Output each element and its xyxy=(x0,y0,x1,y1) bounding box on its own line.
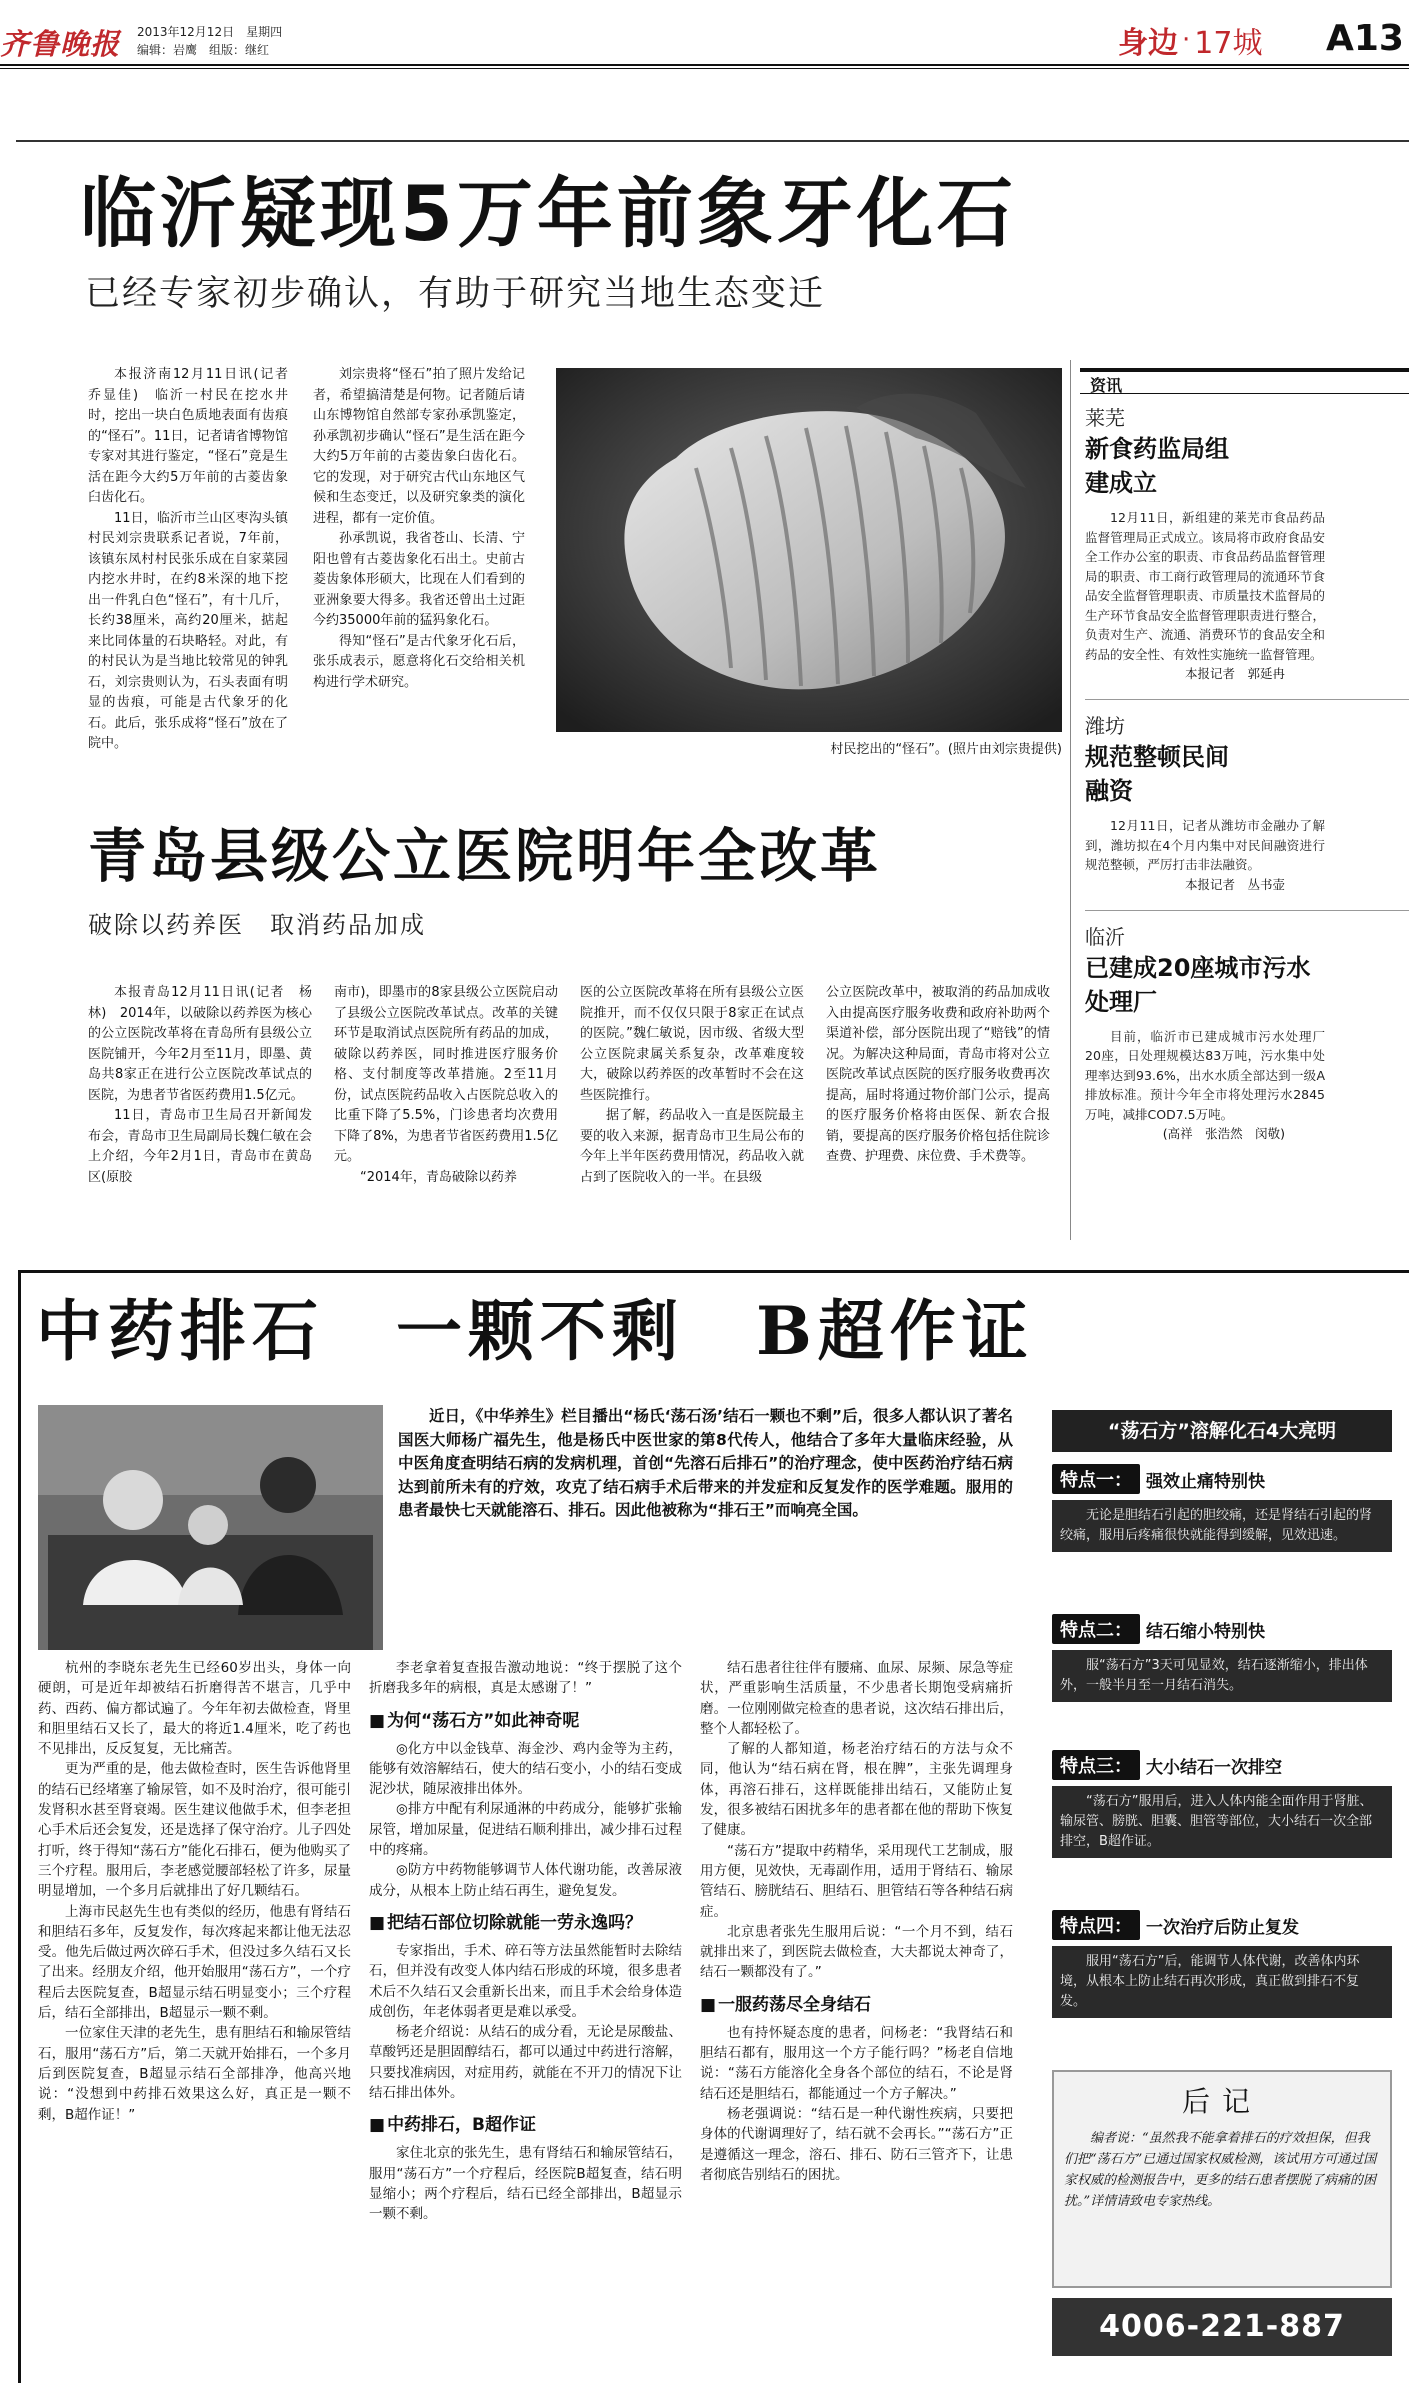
editor-credits: 编辑：岩鹰 组版：继红 xyxy=(137,43,270,57)
paragraph: 专家指出，手术、碎石等方法虽然能暂时去除结石，但并没有改变人体内结石形成的环境，很多患者术后不久结石又会重新长出来，而且手术会给身体造成创伤，年老体弱者更是难以承受。 xyxy=(369,1942,682,2020)
paragraph: 杨老强调说：“结石是一种代谢性疾病，只要把身体的代谢调理好了，结石就不会再长。”“荡石方”正是遵循这一理念，溶石、排石、防石三管齐下，让患者彻底告别结石的困扰。 xyxy=(700,2105,1013,2183)
ad-photo xyxy=(38,1405,383,1650)
sidebar-separator xyxy=(1085,910,1409,911)
paragraph: ◎化方中以金钱草、海金沙、鸡内金等为主药，能够有效溶解结石，使大的结石变小，小的结石变成泥沙状，随尿液排出体外。 xyxy=(369,1740,682,1798)
paragraph: 杭州的李晓东老先生已经60岁出头，身体一向硬朗，可是近年却被结石折磨得苦不堪言，几乎中药、西药、偏方都试遍了。今年年初去做检查，肾里和胆里结石又长了，最大的将近1.4厘米，吃了药也不见排出，反反复复，无比痛苦。 xyxy=(38,1660,351,1758)
paragraph: ◎排方中配有利尿通淋的中药成分，能够扩张输尿管，增加尿量，促进结石顺利排出，减少排石过程中的疼痛。 xyxy=(369,1801,682,1859)
page-number: A13 xyxy=(1326,18,1404,59)
feature-title: 大小结石一次排空 xyxy=(1146,1757,1282,1778)
paragraph: 孙承凯说，我省苍山、长清、宁阳也曾有古菱齿象化石出土。史前古菱齿象体形硕大，比现在人们看到的亚洲象要大得多。我省还曾出土过距今约35000年前的猛犸象化石。 xyxy=(313,531,525,628)
ad-body xyxy=(38,1658,1013,2225)
article1-headline: 临沂疑现5万年前象牙化石 xyxy=(80,169,1017,258)
photo-caption: 村民挖出的“怪石”。(照片由刘宗贵提供) xyxy=(830,742,1062,757)
ad-feature-1 xyxy=(1052,1464,1392,1552)
afterword-title: 后记 xyxy=(1181,2085,1262,2118)
sidebar-item-title: 规范整顿民间融资 xyxy=(1085,743,1229,805)
fossil-photo xyxy=(556,368,1062,732)
feature-body: 无论是胆结石引起的胆绞痛，还是肾结石引起的肾绞痛，服用后疼痛很快就能得到缓解，见效迅速。 xyxy=(1052,1500,1392,1552)
paragraph: 结石患者往往伴有腰痛、血尿、尿频、尿急等症状，严重影响生活质量，不少患者长期饱受病痛折磨。一位刚刚做完检查的患者说，这次结石排出后，整个人都轻松了。 xyxy=(700,1660,1013,1737)
paragraph: 上海市民赵先生也有类似的经历，他患有肾结石和胆结石多年，反复发作，每次疼起来都让他无法忍受。他先后做过两次碎石手术，但没过多久结石又长了出来。经朋友介绍，他开始服用“荡石方”，一个疗程后去医院复查，B超显示结石明显变小；三个疗程后，结石全部排出，B超显示一颗不剩。 xyxy=(38,1903,351,2022)
feature-title: 结石缩小特别快 xyxy=(1146,1621,1265,1642)
newspaper-logo: 齐鲁晚报 xyxy=(0,27,121,61)
issue-date: 2013年12月12日 星期四 xyxy=(137,25,283,39)
sidebar-item-body: 12月11日，新组建的莱芜市食品药品监督管理局正式成立。该局将市政府食品安全工作办公室的职责、市食品药品监督管理局的职责、市工商行政管理局的流通环节食品安全监督管理职责、市质量技术监督局的生产环节食品安全监督管理职责进行整合，负责对生产、流通、消费环节的食品安全和药品的安全性、有效性实施统一监督管理。 xyxy=(1085,510,1325,662)
paragraph: 一位家住天津的老先生，患有胆结石和输尿管结石，服用“荡石方”后，第二天就开始排石，一个多月后到医院复查，B超显示结石全部排净，他高兴地说：“没想到中药排石效果这么好，真正是一颗不剩，B超作证！” xyxy=(38,2025,351,2123)
paragraph: 11日，青岛市卫生局召开新闻发布会，青岛市卫生局副局长魏仁敏在会上介绍，今年2月1日，青岛市在黄岛区(原胶 xyxy=(88,1108,312,1185)
ad-section-heading: ■ 一服药荡尽全身结石 xyxy=(700,1991,1013,2019)
ad-headline: 中药排石 一颗不剩 B超作证 xyxy=(36,1292,1034,1370)
fossil-photo-image xyxy=(556,368,1062,732)
sidebar-item-byline: (高祥 张浩然 闵敬) xyxy=(1162,1126,1285,1141)
sidebar-item-byline: 本报记者 郭延冉 xyxy=(1184,666,1285,681)
afterword-body: 编者说：“虽然我不能拿着排石的疗效担保，但我们把“荡石方”已通过国家权威检测，该试用方可通过国家权威的检测报告中，更多的结石患者摆脱了病痛的困扰。”详情请致电专家热线。 xyxy=(1064,2131,1377,2209)
sidebar-item-title: 已建成20座城市污水处理厂 xyxy=(1085,953,1311,1016)
paragraph: 本报济南12月11日讯(记者 乔显佳) 临沂一村民在挖水井时，挖出一块白色质地表面有齿痕的“怪石”。11日，记者请省博物馆专家对其进行鉴定，“怪石”竟是生活在距今大约5万年前的古菱齿象臼齿化石。 xyxy=(88,367,302,505)
article1-column-2 xyxy=(313,365,525,693)
ad-section-heading: ■ 为何“荡石方”如此神奇呢 xyxy=(369,1707,682,1735)
sidebar-header: 资讯 xyxy=(1080,368,1409,394)
paragraph: 得知“怪石”是古代象牙化石后，张乐成表示，愿意将化石交给相关机构进行学术研究。 xyxy=(313,633,525,690)
sidebar-divider xyxy=(1070,360,1071,1240)
article2-headline: 青岛县级公立医院明年全改革 xyxy=(88,822,882,890)
sidebar-item-location: 潍坊 xyxy=(1085,714,1125,738)
paragraph: 也有持怀疑态度的患者，问杨老：“我肾结石和胆结石都有，服用这一个方子能行吗？”杨老自信地说：“荡石方能溶化全身各个部位的结石，不论是肾结石还是胆结石，都能通过一个方子解决。” xyxy=(700,2024,1013,2102)
ad-column-3 xyxy=(700,1658,1013,2225)
ad-column-2 xyxy=(369,1658,682,2225)
masthead-divider xyxy=(0,64,1409,66)
sidebar-item-byline: 本报记者 丛书壶 xyxy=(1184,876,1285,892)
section-label xyxy=(1118,20,1262,60)
ad-section-heading: ■ 中药排石，B超作证 xyxy=(369,2111,682,2139)
doctor-consultation-image xyxy=(38,1405,383,1650)
paragraph: 家住北京的张先生，患有肾结石和输尿管结石，服用“荡石方”一个疗程后，经医院B超复查，结石明显缩小；两个疗程后，结石已经全部排出，B超显示一颗不剩。 xyxy=(369,2145,682,2223)
article2-column-1 xyxy=(88,983,312,1188)
hotline-number: 4006-221-887 xyxy=(1052,2298,1392,2356)
article2-column-2 xyxy=(334,983,558,1188)
sidebar-item-location: 临沂 xyxy=(1085,924,1125,949)
paragraph: “荡石方”提取中药精华，采用现代工艺制成，服用方便，见效快，无毒副作用，适用于肾结石、输尿管结石、膀胱结石、胆结石、胆管结石等各种结石病症。 xyxy=(700,1842,1013,1920)
paragraph: 据了解，药品收入一直是医院最主要的收入来源，据青岛市卫生局公布的今年上半年医药费用情况，药品收入就占到了医院收入的一半。在县级 xyxy=(580,1108,804,1185)
sidebar-item-location: 莱芜 xyxy=(1085,406,1125,430)
feature-badge: 特点四： xyxy=(1052,1910,1140,1940)
paragraph: 李老拿着复查报告激动地说：“终于摆脱了这个折磨我多年的病根，真是太感谢了！” xyxy=(369,1660,682,1697)
section-name: 身边 xyxy=(1118,26,1178,61)
article1-column-1 xyxy=(88,365,302,755)
ad-column-1 xyxy=(38,1658,351,2225)
sidebar-item-body: 12月11日，记者从潍坊市金融办了解到，潍坊拟在4个月内集中对民间融资进行规范整顿，严厉打击非法融资。 xyxy=(1085,818,1325,872)
feature-title: 一次治疗后防止复发 xyxy=(1146,1917,1299,1938)
article2-column-3 xyxy=(580,983,804,1188)
article2-body xyxy=(88,983,1050,1188)
ad-feature-2 xyxy=(1052,1614,1392,1702)
feature-badge: 特点二： xyxy=(1052,1614,1140,1644)
sidebar-item-body: 目前，临沂市已建成城市污水处理厂20座，日处理规模达83万吨，污水集中处理率达到93.6%，出水水质全部达到一级A排放标准。预计今年全市将处理污水2845万吨，减排COD7.5万吨。 xyxy=(1085,1028,1325,1122)
feature-title: 强效止痛特别快 xyxy=(1146,1471,1265,1492)
masthead-divider-thin xyxy=(0,68,1409,69)
sidebar-item-title: 新食药监局组建成立 xyxy=(1085,435,1229,497)
ad-feature-4 xyxy=(1052,1910,1392,2018)
paragraph: 刘宗贵将“怪石”拍了照片发给记者，希望搞清楚是何物。记者随后请山东博物馆自然部专家孙承凯鉴定，孙承凯初步确认“怪石”是生活在距今大约5万年前的古菱齿象臼齿化石。它的发现，对于研究古代山东地区气候和生态变迁，以及研究象类的演化进程，都有一定价值。 xyxy=(313,367,525,526)
feature-badge: 特点一： xyxy=(1052,1464,1140,1494)
section-separator: · xyxy=(1182,25,1191,55)
paragraph: ◎防方中药物能够调节人体代谢功能，改善尿液成分，从根本上防止结石再生，避免复发。 xyxy=(369,1862,682,1899)
feature-body: 服“荡石方”3天可见显效，结石逐渐缩小，排出体外，一般半月至一月结石消失。 xyxy=(1052,1650,1392,1702)
paragraph: 北京患者张先生服用后说：“一个月不到，结石就排出来了，到医院去做检查，大夫都说太神奇了，结石一颗都没有了。” xyxy=(700,1923,1013,1981)
ad-features-title: “荡石方”溶解化石4大亮明 xyxy=(1052,1410,1392,1452)
article2-column-4 xyxy=(826,983,1050,1188)
paragraph: 杨老介绍说：从结石的成分看，无论是尿酸盐、草酸钙还是胆固醇结石，都可以通过中药进行溶解，只要找准病因，对症用药，就能在不开刀的情况下让结石排出体外。 xyxy=(369,2024,682,2102)
paragraph: 南市)，即墨市的8家县级公立医院启动了县级公立医院改革试点。改革的关键环节是取消试点医院所有药品的加成，破除以药养医，同时推进医疗服务价格、支付制度等改革措施。2至11月份，试点医院药品收入占医院总收入的比重下降了5.5%，门诊患者均次费用下降了8%，为患者节省医药费用1.5亿元。 xyxy=(334,985,558,1164)
ad-section-heading: ■ 把结石部位切除就能一劳永逸吗？ xyxy=(369,1909,682,1937)
paragraph: “2014年，青岛破除以药养 xyxy=(360,1169,517,1185)
paragraph: 11日，临沂市兰山区枣沟头镇村民刘宗贵联系记者说，7年前，该镇东凤村村民张乐成在自家菜园内挖水井时，在约8米深的地下挖出一件乳白色“怪石”，有十几斤，长约38厘米，高约20厘米，掂起来比同体量的石块略轻。对此，有的村民认为是当地比较常见的钟乳石，刘宗贵则认为，石头表面有明显的齿痕，可能是古代象牙的化石。此后，张乐成将“怪石”放在了院中。 xyxy=(88,510,288,751)
article2-subheadline: 破除以药养医 取消药品加成 xyxy=(88,911,426,939)
paragraph: 了解的人都知道，杨老治疗结石的方法与众不同，他认为“结石病在肾，根在脾”，主张先调理身体，再溶石排石，这样既能排出结石，又能防止复发，很多被结石困扰多年的患者都在他的帮助下恢复了健康。 xyxy=(700,1741,1013,1839)
sidebar-separator xyxy=(1085,699,1409,700)
paragraph: 更为严重的是，他去做检查时，医生告诉他肾里的结石已经堵塞了输尿管，如不及时治疗，很可能引发肾积水甚至肾衰竭。医生建议他做手术，但李老担心手术后还会复发，还是选择了保守治疗。儿子四处打听，终于得知“荡石方”能化石排石，便为他购买了三个疗程。服用后，李老感觉腰部轻松了许多，尿量明显增加，一个多月后就排出了好几颗结石。 xyxy=(38,1761,351,1900)
paragraph: 本报青岛12月11日讯(记者 杨林) 2014年，以破除以药养医为核心的公立医院改革将在青岛所有县级公立医院铺开，今年2月至11月，即墨、黄岛共8家正在进行公立医院改革试点的医院，为患者节省医药费用1.5亿元。 xyxy=(88,985,312,1103)
ad-feature-3 xyxy=(1052,1750,1392,1858)
paragraph: 公立医院改革中，被取消的药品加成收入由提高医疗服务收费和政府补助两个渠道补偿，部分医院出现了“赔钱”的情况。为解决这种局面，青岛市将对公立医院改革试点医院的医疗服务收费再次提高，届时将通过物价部门公示，提高的医疗服务价格将由医保、新农合报销，要提高的医疗服务价格包括住院诊查费、护理费、床位费、手术费等。 xyxy=(826,985,1050,1164)
article1-subheadline: 已经专家初步确认，有助于研究当地生态变迁 xyxy=(85,274,826,314)
section-subname: 17城 xyxy=(1194,26,1263,61)
feature-badge: 特点三： xyxy=(1052,1750,1140,1780)
sidebar-item-laiwu xyxy=(1085,404,1409,1143)
top-divider xyxy=(16,140,1409,142)
ad-intro: 近日，《中华养生》栏目播出“杨氏‘荡石汤’结石一颗也不剩”后，很多人都认识了著名国医大师杨广福先生，他是杨氏中医世家的第8代传人，他结合了多年大量临床经验，从中医角度查明结石病的发病机理，首创“先溶石后排石”的治疗理念，使中医药治疗结石病达到前所未有的疗效，攻克了结石病手术后带来的并发症和反复发作的医学难题。服用的患者最快七天就能溶石、排石。因此他被称为“排石王”而响亮全国。 xyxy=(398,1407,1013,1519)
masthead xyxy=(0,0,1409,62)
paragraph: 医的公立医院改革将在所有县级公立医院推开，而不仅仅只限于8家正在试点的医院。”魏仁敏说，因市级、省级大型公立医院隶属关系复杂，改革难度较大，破除以药养医的改革暂时不会在这些医院推行。 xyxy=(580,985,804,1103)
feature-body: 服用“荡石方”后，能调节人体代谢，改善体内环境，从根本上防止结石再次形成，真正做到排石不复发。 xyxy=(1052,1946,1392,2018)
feature-body: “荡石方”服用后，进入人体内能全面作用于肾脏、输尿管、膀胱、胆囊、胆管等部位，大小结石一次全部排空，B超作证。 xyxy=(1052,1786,1392,1858)
